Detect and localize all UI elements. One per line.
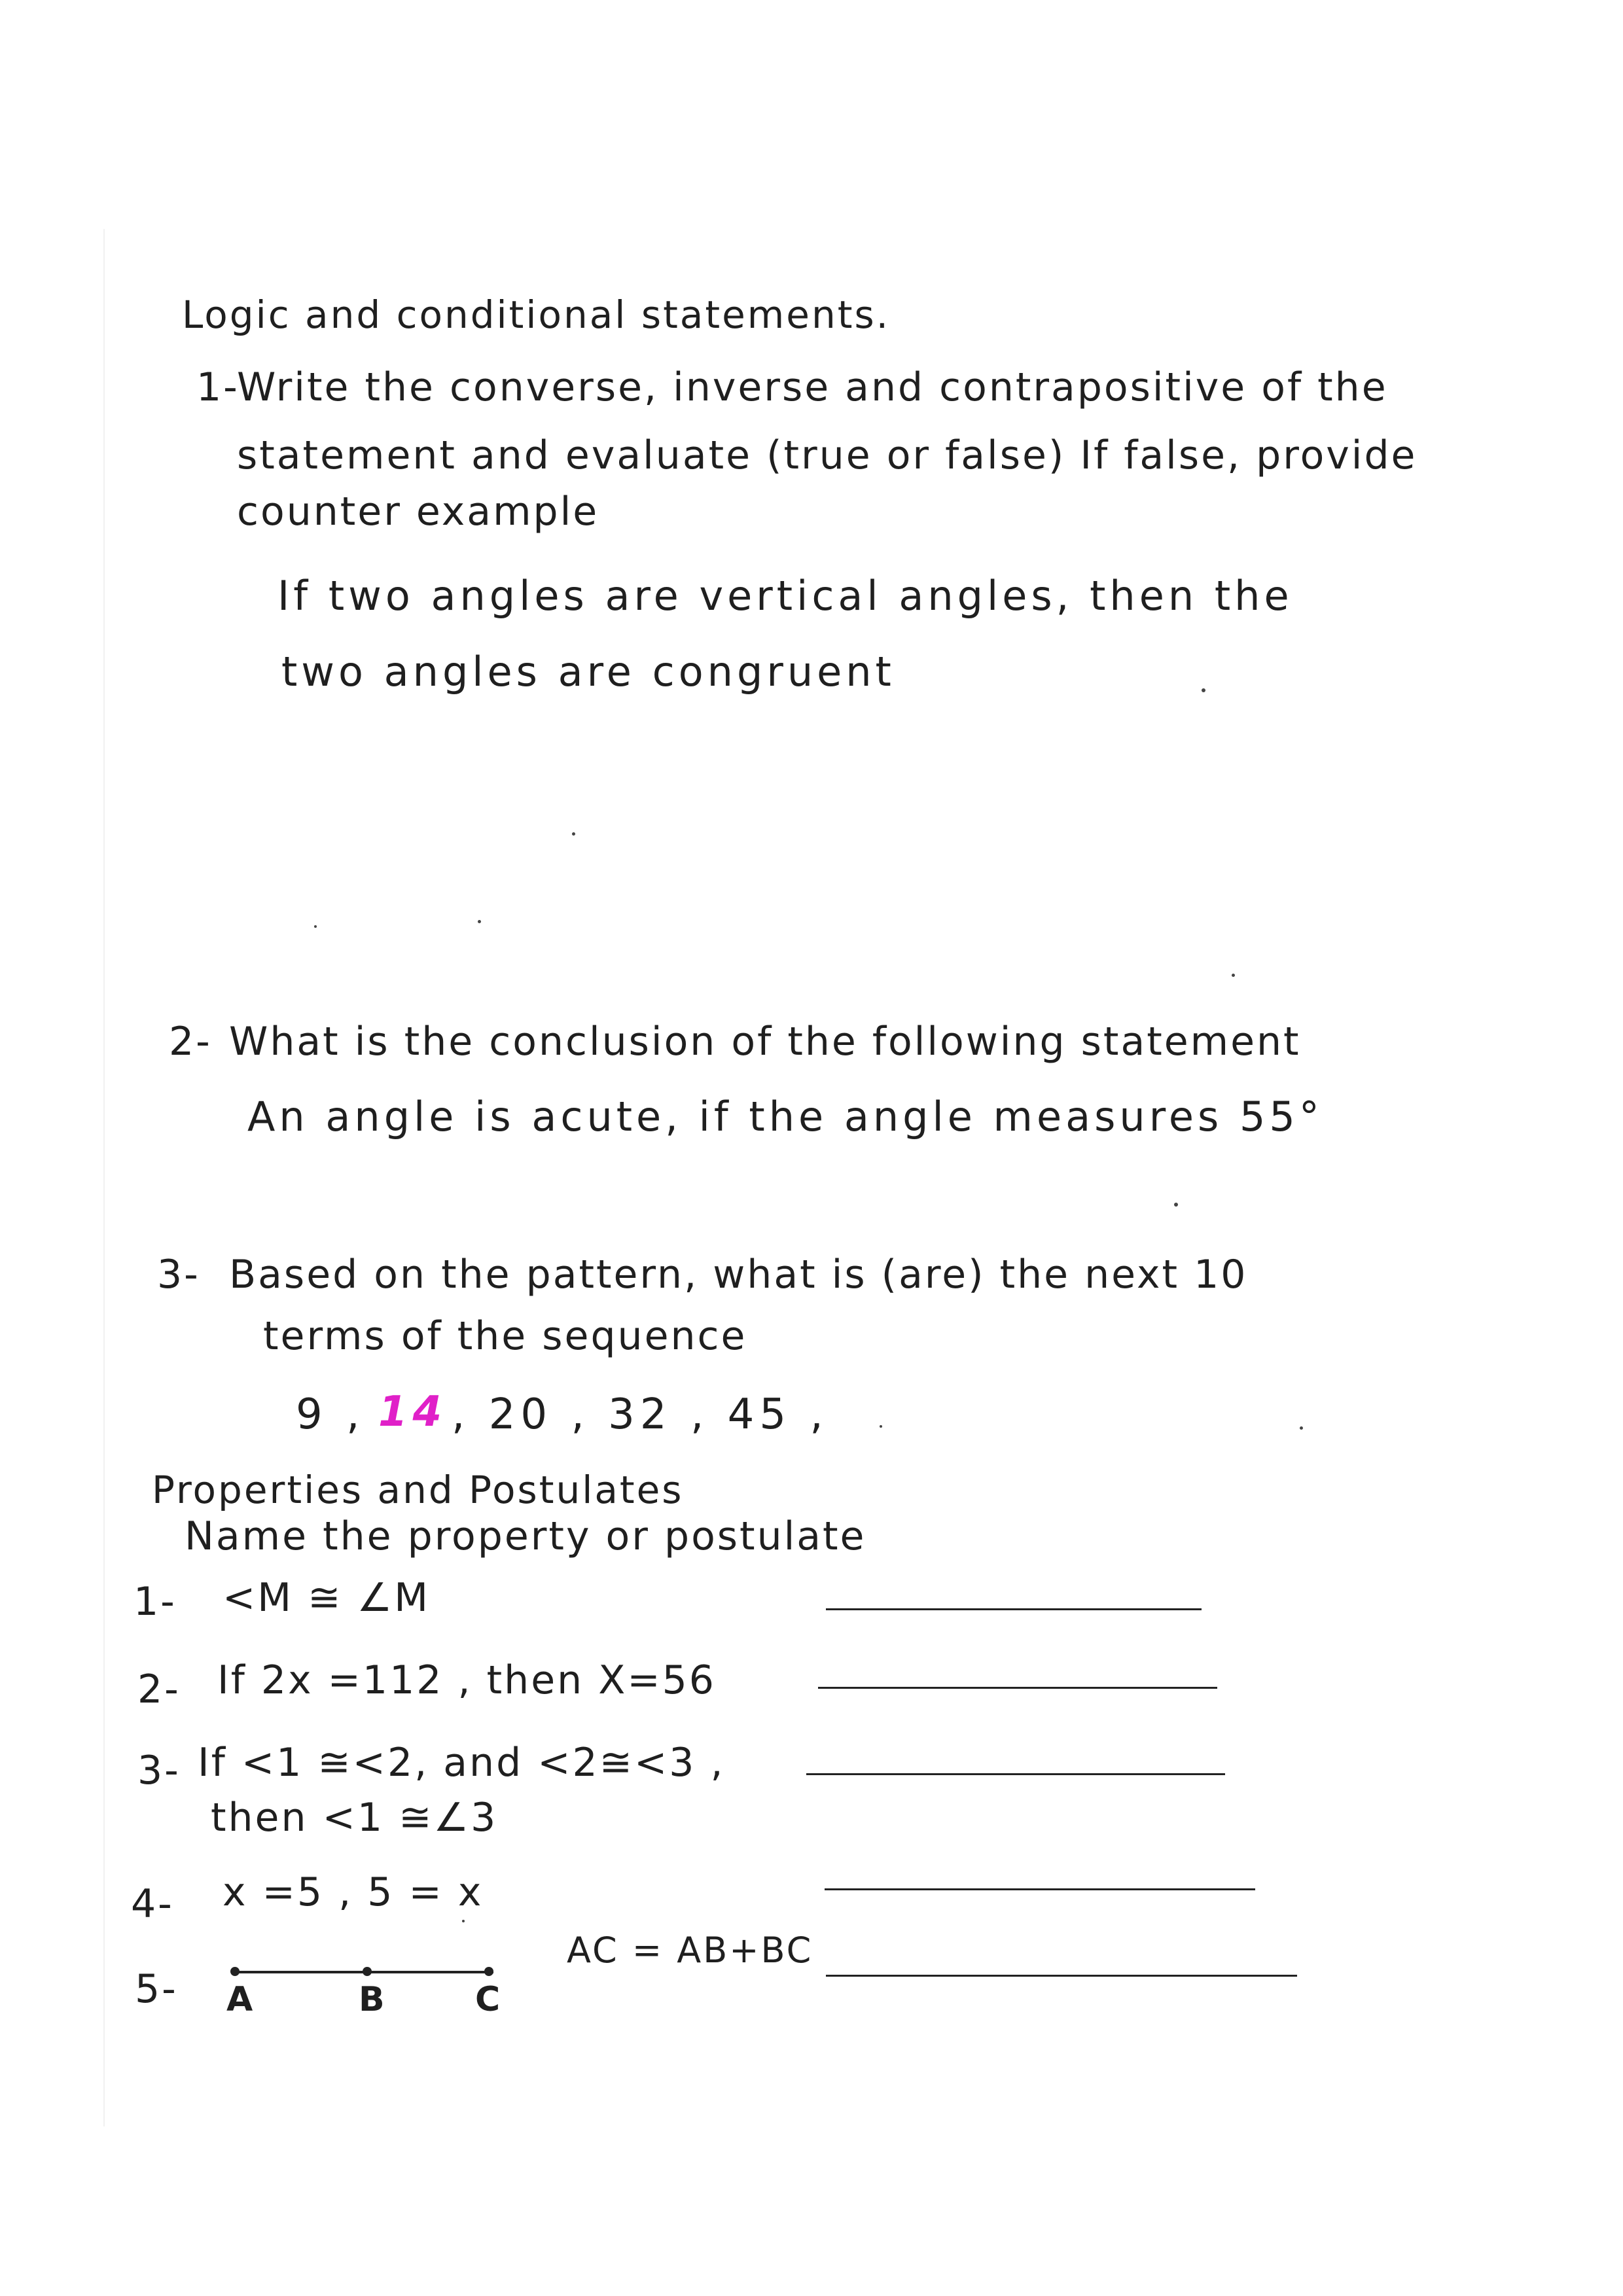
- item-1-number: 1-: [134, 1579, 177, 1625]
- item-1-answer-line: [826, 1608, 1202, 1610]
- q3-line-2: terms of the sequence: [263, 1313, 747, 1359]
- section-heading-logic: Logic and conditional statements.: [182, 292, 891, 337]
- q1-line-2: statement and evaluate (true or false) If false, provide: [237, 433, 1418, 478]
- q3-number: 3-: [157, 1252, 200, 1298]
- sequence-start: 9 ,: [296, 1390, 365, 1439]
- page-edge: [103, 229, 105, 2127]
- point-a-dot: [230, 1967, 240, 1976]
- section-subheading: Name the property or postulate: [185, 1513, 866, 1559]
- q3-line-1: Based on the pattern, what is (are) the next 10: [229, 1252, 1248, 1298]
- line-segment-diagram: [230, 1966, 505, 1979]
- sequence-circled-term: 14: [378, 1388, 448, 1436]
- q2-statement: An angle is acute, if the angle measures 55°: [247, 1093, 1323, 1140]
- scan-speck: [880, 1425, 882, 1428]
- point-c-dot: [484, 1967, 493, 1976]
- item-4-number: 4-: [131, 1881, 174, 1927]
- q1-number: 1-: [196, 364, 240, 410]
- scan-speck: [314, 925, 317, 928]
- point-a-label: A: [226, 1980, 255, 2019]
- point-b-dot: [363, 1967, 372, 1976]
- q1-statement-line-1: If two angles are vertical angles, then the: [277, 572, 1293, 620]
- item-3-number: 3-: [137, 1748, 181, 1793]
- q2-line: What is the conclusion of the following statement: [229, 1019, 1301, 1065]
- item-2-text: If 2x =112 , then X=56: [217, 1657, 716, 1703]
- scan-speck: [1232, 974, 1235, 977]
- point-c-label: C: [475, 1980, 503, 2019]
- item-4-answer-line: [825, 1888, 1255, 1890]
- q2-number: 2-: [169, 1019, 212, 1065]
- item-3-text: If <1 ≅<2, and <2≅<3 ,: [198, 1740, 725, 1786]
- item-2-answer-line: [818, 1687, 1217, 1689]
- item-5-text: AC = AB+BC: [567, 1930, 813, 1971]
- scan-speck: [1202, 688, 1205, 692]
- sequence-end: , 20 , 32 , 45 ,: [452, 1390, 829, 1439]
- point-b-label: B: [359, 1980, 387, 2019]
- q1-line-3: counter example: [237, 489, 599, 535]
- section-heading-properties: Properties and Postulates: [152, 1468, 684, 1512]
- scan-speck: [462, 1920, 465, 1922]
- item-3-answer-line: [806, 1773, 1225, 1775]
- item-4-text: x =5 , 5 = x: [223, 1869, 484, 1915]
- scan-speck: [572, 832, 575, 836]
- item-3-text-2: then <1 ≅∠3: [211, 1795, 498, 1841]
- q1-line-1: Write the converse, inverse and contrapositive of the: [237, 364, 1388, 410]
- item-5-number: 5-: [135, 1966, 178, 2012]
- scan-speck: [1300, 1426, 1303, 1430]
- scan-speck: [478, 920, 481, 923]
- q1-statement-line-2: two angles are congruent: [281, 648, 895, 696]
- scan-speck: [1174, 1203, 1178, 1207]
- item-2-number: 2-: [137, 1667, 181, 1712]
- item-5-answer-line: [826, 1975, 1297, 1977]
- item-1-text: <M ≅ ∠M: [223, 1575, 431, 1621]
